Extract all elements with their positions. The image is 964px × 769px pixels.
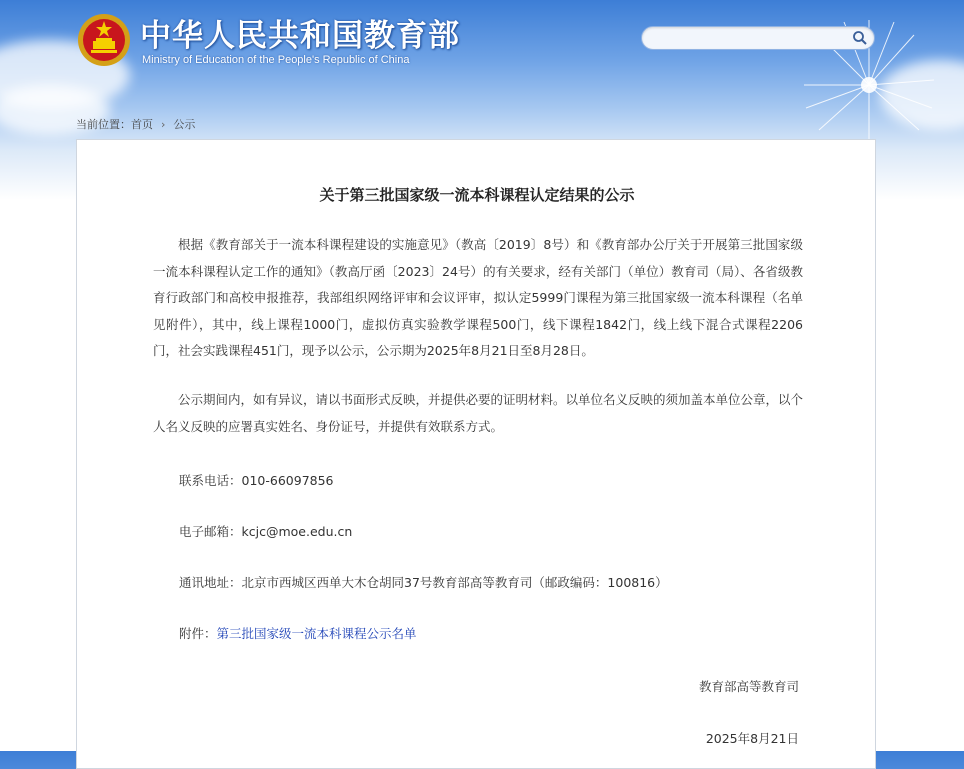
attachment-label: 附件： [179,626,217,641]
attachment-link[interactable]: 第三批国家级一流本科课程公示名单 [216,626,417,641]
contact-address [179,573,668,591]
breadcrumb [76,116,195,132]
breadcrumb-label: 当前位置： [76,118,131,131]
site-header [0,0,964,110]
phone-value: 010-66097856 [241,473,334,488]
national-emblem-icon [76,12,132,68]
breadcrumb-home-link[interactable]: 首页 [131,118,153,131]
search-icon[interactable] [852,30,868,46]
site-title-cn: 中华人民共和国教育部 [140,18,460,54]
attachment [179,624,417,642]
article-panel [76,139,876,769]
contact-email [179,522,352,540]
breadcrumb-current[interactable]: 公示 [173,118,196,131]
signature-date: 2025年8月21日 [705,731,799,746]
breadcrumb-separator-icon: › [161,118,166,131]
signature-org: 教育部高等教育司 [698,679,799,694]
search-input[interactable] [641,26,875,50]
article-title: 关于第三批国家级一流本科课程认定结果的公示 [319,186,635,204]
article-paragraph-2: 公示期间内，如有异议，请以书面形式反映，并提供必要的证明材料。以单位名义反映的须加盖本单位公章，以个人名义反映的应署真实姓名、身份证号，并提供有效联系方式。 [153,392,804,434]
address-value: 北京市西城区西单大木仓胡同37号教育部高等教育司（邮政编码：100816） [241,575,668,590]
article-paragraph-1: 根据《教育部关于一流本科课程建设的实施意见》（教高〔2019〕8号）和《教育部办公厅关于开展第三批国家级一流本科课程认定工作的通知》（教高厅函〔2023〕24号）的有关要求，经有关部门（单位）教育司（局）、各省级教育行政部门和高校申报推荐，我部组织网络评审和会议评审，拟认定5999门课程为第三批国家级一流本科课程（名单见附件），其中，线上课程1000门，虚拟仿真实验教学课程500门，线下课程1842门，线上线下混合式课程2206门，社会实践课程451门，现予以公示，公示期为2025年8月21日至8月28日。 [153,237,803,358]
contact-phone [179,471,334,489]
address-label: 通讯地址： [179,575,242,590]
email-label: 电子邮箱： [179,524,242,539]
phone-label: 联系电话： [179,473,242,488]
email-value: kcjc@moe.edu.cn [241,524,353,539]
site-title-en: Ministry of Education of the People's Republic of China [142,54,410,66]
